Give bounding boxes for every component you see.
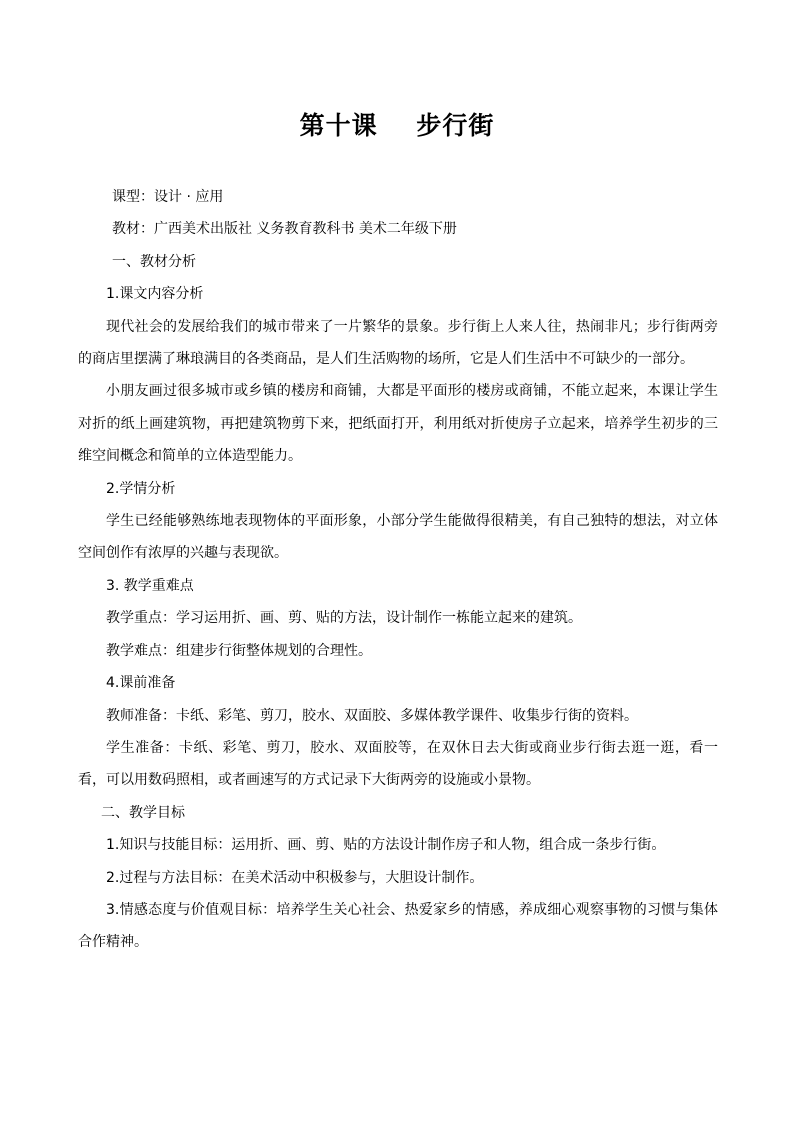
paragraph-key-point: 教学重点：学习运用折、画、剪、贴的方法，设计制作一栋能立起来的建筑。 — [106, 610, 582, 627]
paragraph-teacher-prep: 教师准备：卡纸、彩笔、剪刀，胶水、双面胶、多媒体教学课件、收集步行街的资料。 — [106, 707, 638, 724]
document-body — [78, 181, 718, 959]
textbook-info: 教材：广西美术出版社 义务教育教科书 美术二年级下册 — [112, 221, 457, 238]
section-heading-analysis: 一、教材分析 — [112, 253, 196, 270]
paragraph-content-2: 小朋友画过很多城市或乡镇的楼房和商铺，大都是平面形的楼房或商铺，不能立起来，本课让学生对折的纸上画建筑物，再把建筑物剪下来，把纸面打开，利用纸对折使房子立起来，培养学生初步的三维空间概念和简单的立体造型能力。 — [78, 383, 718, 465]
subheading-student-analysis: 2.学情分析 — [106, 480, 176, 497]
subheading-content-analysis: 1.课文内容分析 — [106, 286, 204, 303]
paragraph-student-prep: 学生准备：卡纸、彩笔、剪刀，胶水、双面胶等，在双休日去大街或商业步行街去逛一逛，看一看，可以用数码照相，或者画速写的方式记录下大街两旁的设施或小景物。 — [78, 739, 718, 789]
paragraph-content-1: 现代社会的发展给我们的城市带来了一片繁华的景象。步行街上人来人往，热闹非凡；步行街两旁的商店里摆满了琳琅满目的各类商品，是人们生活购物的场所，它是人们生活中不可缺少的一部分。 — [78, 318, 718, 368]
goal-process-method: 2.过程与方法目标：在美术活动中积极参与，大胆设计制作。 — [106, 869, 484, 886]
section-heading-goals: 二、教学目标 — [101, 804, 185, 821]
goal-emotion-values: 3.情感态度与价值观目标：培养学生关心社会、热爱家乡的情感，养成细心观察事物的习惯与集体合作精神。 — [78, 901, 718, 951]
lesson-type: 课型：设计 · 应用 — [112, 189, 224, 205]
subheading-preparation: 4.课前准备 — [106, 675, 176, 692]
goal-knowledge-skills: 1.知识与技能目标：运用折、画、剪、贴的方法设计制作房子和人物，组合成一条步行街。 — [106, 837, 666, 854]
paragraph-difficult-point: 教学难点：组建步行街整体规划的合理性。 — [106, 642, 372, 659]
paragraph-student-analysis: 学生已经能够熟练地表现物体的平面形象，小部分学生能做得很精美，有自己独特的想法，对立体空间创作有浓厚的兴趣与表现欲。 — [78, 513, 718, 562]
subheading-key-points: 3. 教学重难点 — [106, 577, 194, 594]
page-title: 第十课 步行街 — [299, 111, 495, 140]
